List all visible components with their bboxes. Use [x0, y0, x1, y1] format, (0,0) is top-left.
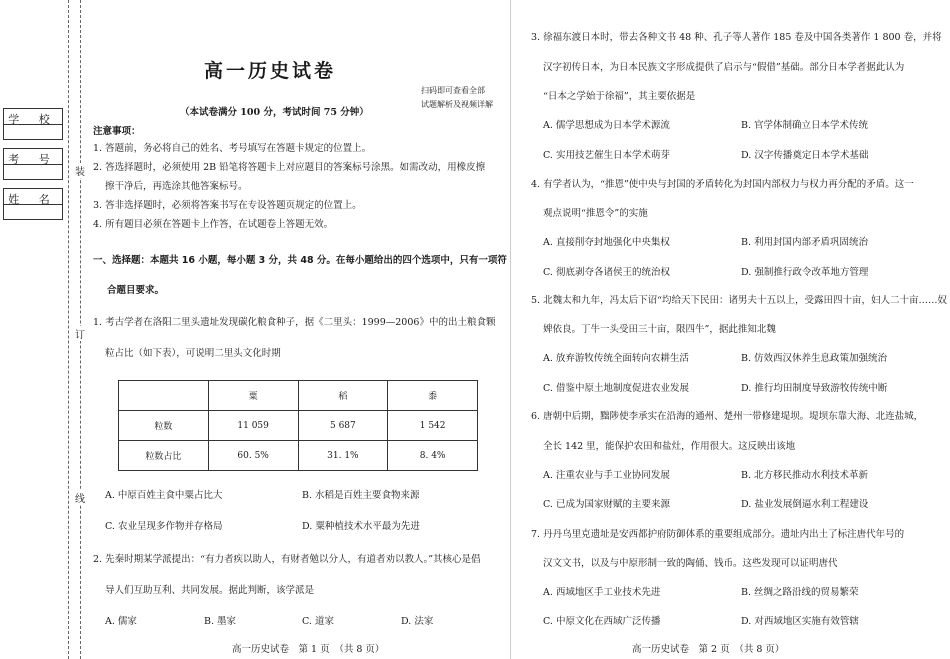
q3-option-c[interactable]: C. 实用技艺催生日本学术萌芽 — [543, 150, 670, 161]
page-title: 高一历史试卷 — [204, 60, 337, 82]
exam-number-field[interactable] — [3, 148, 63, 180]
table-header-row — [119, 381, 478, 411]
binding-char-xian: 线 — [74, 490, 86, 505]
q7-option-b[interactable]: B. 丝绸之路沿线的贸易繁荣 — [741, 587, 859, 598]
q7-stem-line-2: 汉文文书，以及与中原形制一致的陶俑、钱币。这些发现可以证明唐代 — [543, 558, 838, 569]
q4-option-a[interactable]: A. 直接削夺封地强化中央集权 — [543, 237, 670, 248]
page-1-footer: 高一历史试卷 第 1 页 （共 8 页） — [232, 644, 385, 655]
binding-char-zhuang: 装 — [74, 163, 86, 178]
q3-stem-line-3: “日本之学始于徐福”，其主要依据是 — [543, 91, 696, 102]
table-cell: 8. 4% — [388, 441, 478, 471]
q1-option-c[interactable]: C. 农业呈现多作物并存格局 — [105, 521, 223, 532]
table-cell: 5 687 — [298, 411, 388, 441]
q4-option-d[interactable]: D. 强制推行政令改革地方管理 — [741, 267, 869, 278]
binding-dashed-line-outer — [68, 0, 69, 659]
note-1: 1. 答题前，务必将自己的姓名、考号填写在答题卡规定的位置上。 — [93, 143, 372, 154]
table-header-cell: 黍 — [388, 381, 478, 411]
name-field[interactable] — [3, 188, 63, 220]
q2-option-d[interactable]: D. 法家 — [401, 616, 434, 627]
notes-heading: 注意事项： — [93, 126, 141, 137]
table-header-cell: 粟 — [208, 381, 298, 411]
school-label: 学 校 — [8, 113, 58, 126]
section-heading-cont: 合题目要求。 — [107, 285, 165, 296]
q5-option-d[interactable]: D. 推行均田制度导致游牧传统中断 — [741, 383, 888, 394]
q6-option-d[interactable]: D. 盐业发展倒逼水利工程建设 — [741, 499, 869, 510]
school-field[interactable] — [3, 108, 63, 140]
q7-option-d[interactable]: D. 对西域地区实施有效管辖 — [741, 616, 859, 627]
q5-option-b[interactable]: B. 仿效西汉休养生息政策加强统治 — [741, 353, 888, 364]
q1-option-b[interactable]: B. 水稻是百姓主要食物来源 — [302, 490, 420, 501]
note-2: 2. 答选择题时，必须使用 2B 铅笔将答题卡上对应题目的答案标号涂黑。如需改动，用橡皮擦 — [93, 162, 486, 173]
q5-stem-line-1: 5. 北魏太和九年，冯太后下诏“均给天下民田：诸男夫十五以上，受露田四十亩，妇人二十亩……奴 — [531, 295, 947, 306]
note-4: 4. 所有题目必须在答题卡上作答，在试题卷上答题无效。 — [93, 219, 334, 230]
q3-stem-line-2: 汉字初传日本，为日本民族文字形成提供了启示与“假借”基础。部分日本学者据此认为 — [543, 62, 905, 73]
q1-option-a[interactable]: A. 中原百姓主食中粟占比大 — [105, 490, 223, 501]
grain-table — [118, 380, 478, 471]
q5-option-a[interactable]: A. 放弃游牧传统全面转向农耕生活 — [543, 353, 689, 364]
q7-option-c[interactable]: C. 中原文化在西域广泛传播 — [543, 616, 661, 627]
q6-stem-line-1: 6. 唐朝中后期，黜陟使李承实在沿海的通州、楚州一带修建堤坝。堤坝东靠大海、北连盐城， — [531, 411, 924, 422]
q1-stem-line-1: 1. 考古学者在洛阳二里头遗址发现碳化粮食种子，据《二里头：1999—2006》中的出土粮食颗 — [93, 317, 496, 328]
table-cell: 11 059 — [208, 411, 298, 441]
table-row — [119, 441, 478, 471]
q4-option-b[interactable]: B. 利用封国内部矛盾巩固统治 — [741, 237, 869, 248]
q1-stem-line-2: 粒占比（如下表），可说明二里头文化时期 — [105, 348, 281, 359]
table-cell: 1 542 — [388, 411, 478, 441]
q6-stem-line-2: 全长 142 里，能保护农田和盐灶，作用很大。这反映出该地 — [543, 441, 796, 452]
q7-option-a[interactable]: A. 西域地区手工业技术先进 — [543, 587, 661, 598]
q2-stem-line-2: 导人们互助互利、共同发展。据此判断，该学派是 — [105, 585, 315, 596]
binding-char-ding: 订 — [74, 326, 86, 341]
binding-margin — [0, 0, 88, 659]
q4-stem-line-2: 观点说明“推恩令”的实施 — [543, 208, 648, 219]
table-header-cell — [119, 381, 209, 411]
q3-option-b[interactable]: B. 官学体制确立日本学术传统 — [741, 120, 869, 131]
q6-option-a[interactable]: A. 注重农业与手工业协同发展 — [543, 470, 670, 481]
q2-option-c[interactable]: C. 道家 — [302, 616, 334, 627]
qr-note-line-1: 扫码即可查看全部 — [421, 86, 485, 95]
q6-option-b[interactable]: B. 北方移民推动水利技术革新 — [741, 470, 869, 481]
q4-stem-line-1: 4. 有学者认为，“推恩”使中央与封国的矛盾转化为封国内部权力与权力再分配的矛盾。这一 — [531, 179, 914, 190]
exam-subtitle: （本试卷满分 100 分，考试时间 75 分钟） — [180, 107, 369, 118]
q2-option-a[interactable]: A. 儒家 — [105, 616, 137, 627]
table-row — [119, 411, 478, 441]
q7-stem-line-1: 7. 丹丹乌里克遗址是安西都护府防御体系的重要组成部分。遗址内出土了标注唐代年号的 — [531, 529, 905, 540]
q4-option-c[interactable]: C. 彻底剥夺各诸侯王的统治权 — [543, 267, 670, 278]
q5-option-c[interactable]: C. 借鉴中原土地制度促进农业发展 — [543, 383, 689, 394]
q2-option-b[interactable]: B. 墨家 — [204, 616, 237, 627]
exam-number-label: 考 号 — [8, 153, 58, 166]
q3-stem-line-1: 3. 徐福东渡日本时，带去各种文书 48 种、孔子等人著作 185 卷及中国各类著作 1 800 卷，并将 — [531, 32, 942, 43]
table-cell: 粒数 — [119, 411, 209, 441]
q6-option-c[interactable]: C. 已成为国家财赋的主要来源 — [543, 499, 670, 510]
table-cell: 31. 1% — [298, 441, 388, 471]
q5-stem-line-2: 婢依良。丁牛一头受田三十亩，限四牛”，据此推知北魏 — [543, 324, 776, 335]
table-cell: 粒数占比 — [119, 441, 209, 471]
q3-option-d[interactable]: D. 汉字传播奠定日本学术基础 — [741, 150, 869, 161]
table-cell: 60. 5% — [208, 441, 298, 471]
q2-stem-line-1: 2. 先秦时期某学派提出：“有力者疾以助人，有财者勉以分人，有道者劝以教人。”其核心是倡 — [93, 554, 481, 565]
page-divider — [510, 0, 511, 659]
name-label: 姓 名 — [8, 193, 58, 206]
note-3: 3. 答非选择题时，必须将答案书写在专设答题页规定的位置上。 — [93, 200, 362, 211]
table-header-cell: 稻 — [298, 381, 388, 411]
note-2-cont: 擦干净后，再选涂其他答案标号。 — [105, 181, 248, 192]
q3-option-a[interactable]: A. 儒学思想成为日本学术源流 — [543, 120, 670, 131]
q1-option-d[interactable]: D. 粟种植技术水平最为先进 — [302, 521, 420, 532]
page-2-footer: 高一历史试卷 第 2 页 （共 8 页） — [632, 644, 785, 655]
qr-note-line-2: 试题解析及视频详解 — [421, 100, 493, 109]
section-heading: 一、选择题：本题共 16 小题，每小题 3 分，共 48 分。在每小题给出的四个选项中，只有一项符 — [93, 255, 507, 266]
